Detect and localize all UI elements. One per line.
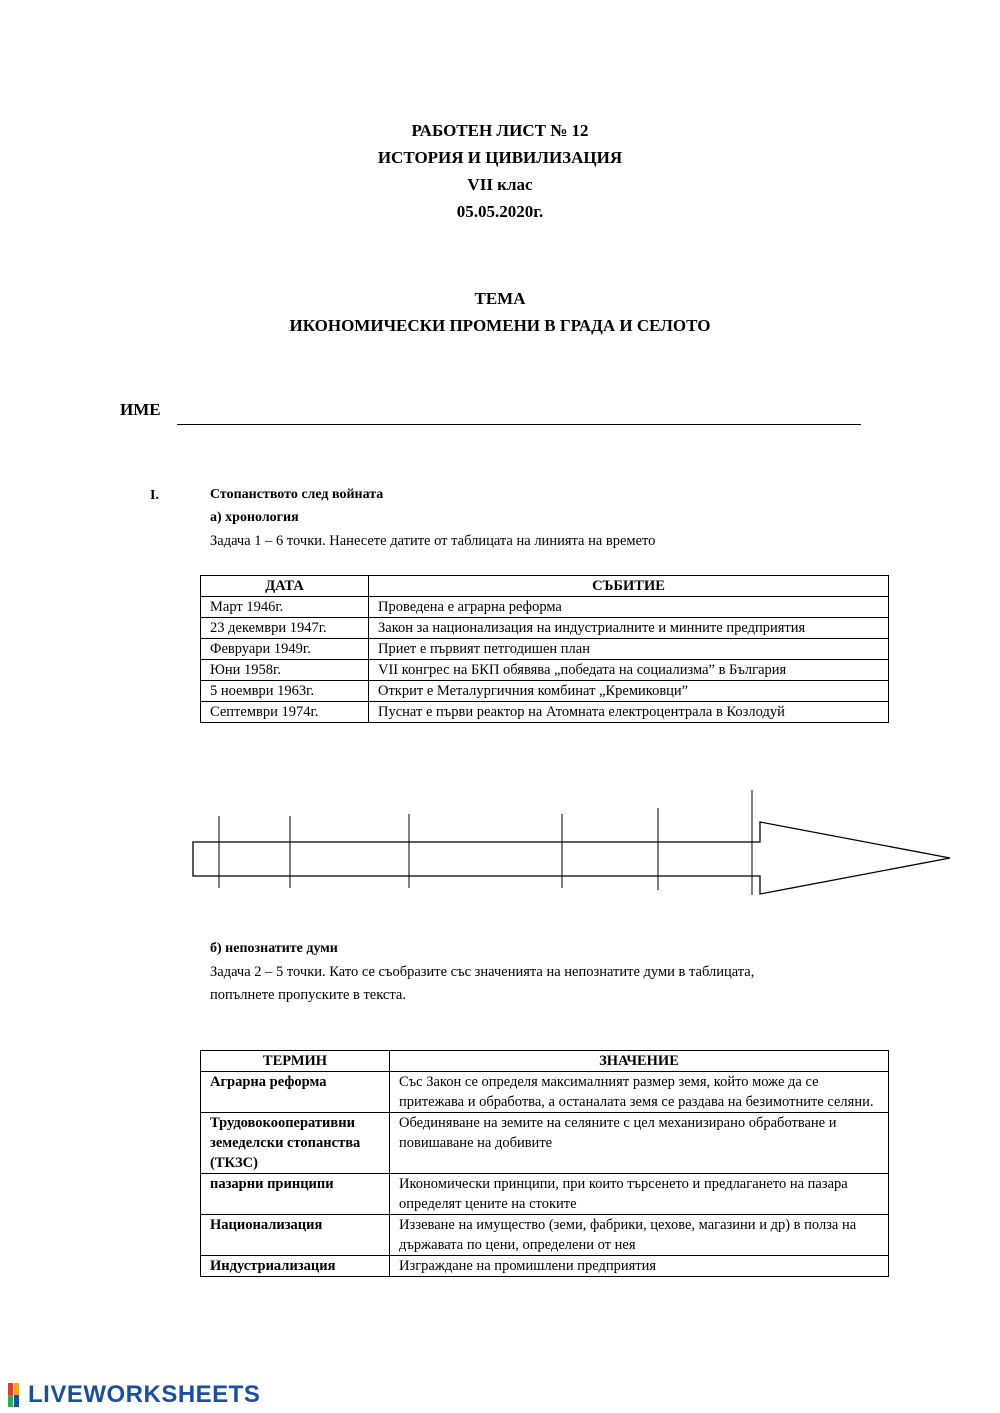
column-header-meaning: ЗНАЧЕНИЕ — [390, 1051, 889, 1072]
date-cell: 23 декември 1947г. — [201, 618, 369, 639]
section-number: I. — [150, 488, 159, 503]
table-header-row — [201, 576, 889, 597]
table-row — [201, 1215, 889, 1256]
table-row — [201, 660, 889, 681]
term-cell: Индустриализация — [201, 1256, 390, 1277]
term-cell: Трудовокооперативни земеделски стопанства (ТКЗС) — [201, 1113, 390, 1174]
meaning-cell: Изграждане на промишлени предприятия — [390, 1256, 889, 1277]
table-row — [201, 1256, 889, 1277]
timeline-arrow-shape — [193, 822, 950, 894]
event-cell: Пуснат е първи реактор на Атомната електроцентрала в Козлодуй — [369, 702, 889, 723]
chronology-table — [200, 575, 889, 723]
date-cell: Февруари 1949г. — [201, 639, 369, 660]
event-cell: Проведена е аграрна реформа — [369, 597, 889, 618]
table-row — [201, 1072, 889, 1113]
subsection-b-title: б) непознатите думи — [210, 941, 338, 956]
event-cell: Открит е Металургичния комбинат „Кремиковци” — [369, 681, 889, 702]
date-cell: Юни 1958г. — [201, 660, 369, 681]
worksheet-number: РАБОТЕН ЛИСТ № 12 — [411, 121, 589, 140]
term-cell: Национализация — [201, 1215, 390, 1256]
name-input-line[interactable] — [177, 424, 861, 425]
column-header-date: ДАТА — [201, 576, 369, 597]
table-row — [201, 681, 889, 702]
date-cell: 5 ноември 1963г. — [201, 681, 369, 702]
grade-label: VII клас — [467, 175, 533, 194]
terms-table — [200, 1050, 889, 1277]
topic-label: ТЕМА — [474, 289, 526, 308]
timeline-arrow — [185, 788, 960, 898]
worksheet-date: 05.05.2020г. — [456, 202, 544, 221]
liveworksheets-logo-text: LIVEWORKSHEETS — [28, 1381, 261, 1408]
section-title: Стопанството след войната — [210, 487, 384, 502]
column-header-term: ТЕРМИН — [201, 1051, 390, 1072]
liveworksheets-logo-icon — [8, 1383, 26, 1407]
subject-title: ИСТОРИЯ И ЦИВИЛИЗАЦИЯ — [377, 148, 623, 167]
task2-instructions-line1: Задача 2 – 5 точки. Като се съобразите със значенията на непознатите думи в таблицата, — [210, 964, 755, 980]
event-cell: Приет е първият петгодишен план — [369, 639, 889, 660]
subsection-a-title: а) хронология — [210, 510, 299, 525]
table-header-row — [201, 1051, 889, 1072]
task2-instructions-line2: попълнете пропуските в текста. — [210, 987, 406, 1003]
date-cell: Септември 1974г. — [201, 702, 369, 723]
event-cell: Закон за национализация на индустриалните и минните предприятия — [369, 618, 889, 639]
table-row — [201, 597, 889, 618]
meaning-cell: Със Закон се определя максималният размер земя, който може да се притежава и обработва, а останалата земя се раздава на безимотните селяни. — [390, 1072, 889, 1113]
table-row — [201, 1174, 889, 1215]
meaning-cell: Обединяване на земите на селяните с цел механизирано обработване и повишаване на добивите — [390, 1113, 889, 1174]
column-header-event: СЪБИТИЕ — [369, 576, 889, 597]
table-row — [201, 618, 889, 639]
table-row — [201, 702, 889, 723]
liveworksheets-logo[interactable] — [8, 1380, 260, 1410]
topic-title: ИКОНОМИЧЕСКИ ПРОМЕНИ В ГРАДА И СЕЛОТО — [289, 316, 711, 335]
task1-instructions: Задача 1 – 6 точки. Нанесете датите от таблицата на линията на времето — [210, 533, 656, 549]
meaning-cell: Иззеване на имущество (земи, фабрики, цехове, магазини и др) в полза на държавата по цени, определени от нея — [390, 1215, 889, 1256]
term-cell: Аграрна реформа — [201, 1072, 390, 1113]
table-row — [201, 639, 889, 660]
name-label: ИМЕ — [120, 400, 161, 419]
date-cell: Март 1946г. — [201, 597, 369, 618]
term-cell: пазарни принципи — [201, 1174, 390, 1215]
event-cell: VII конгрес на БКП обявява „победата на социализма” в България — [369, 660, 889, 681]
meaning-cell: Икономически принципи, при които търсенето и предлагането на пазара определят цените на стоките — [390, 1174, 889, 1215]
table-row — [201, 1113, 889, 1174]
